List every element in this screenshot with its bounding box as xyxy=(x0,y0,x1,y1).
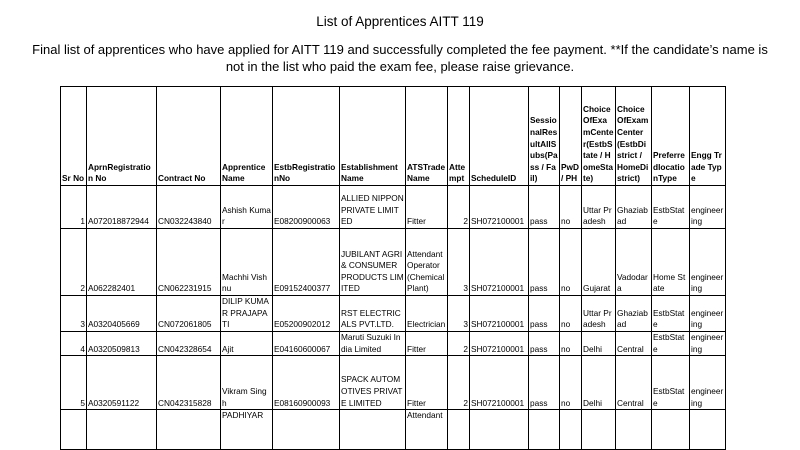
table-cell: 5 xyxy=(61,356,87,410)
table-cell: Central xyxy=(616,332,652,356)
table-cell xyxy=(273,410,340,450)
table-cell: PADHIYAR xyxy=(221,410,273,450)
col-header: EstbRegistratio nNo xyxy=(273,87,340,186)
table-cell: no xyxy=(560,186,582,229)
table-cell: A072018872944 xyxy=(87,186,157,229)
col-header: Contract No xyxy=(157,87,221,186)
table-cell: no xyxy=(560,332,582,356)
table-cell: EstbState xyxy=(652,296,690,332)
col-header: ATSTrade Name xyxy=(406,87,448,186)
table-cell: no xyxy=(560,296,582,332)
table-cell: EstbState xyxy=(652,332,690,356)
table-cell: Vadodara xyxy=(616,229,652,296)
table-cell: E08200900063 xyxy=(273,186,340,229)
table-cell: EstbState xyxy=(652,186,690,229)
table-cell xyxy=(470,410,529,450)
table-cell: Ghaziabad xyxy=(616,186,652,229)
table-cell xyxy=(690,410,726,450)
table-cell: SH072100001 xyxy=(470,332,529,356)
table-cell: engineering xyxy=(690,332,726,356)
col-header: SessionalResultAllSubs(Pass / Fail) xyxy=(529,87,560,186)
table-cell: engineering xyxy=(690,356,726,410)
col-header: Engg Trade Type xyxy=(690,87,726,186)
table-cell: E05200902012 xyxy=(273,296,340,332)
col-header: Sr No xyxy=(61,87,87,186)
table-cell: Electrician xyxy=(406,296,448,332)
table-cell: Delhi xyxy=(582,356,616,410)
table-cell: pass xyxy=(529,296,560,332)
col-header: ChoiceOfExamCenter(EstbDistrict / HomeDistrict) xyxy=(616,87,652,186)
table-cell: 2 xyxy=(448,332,470,356)
table-cell xyxy=(340,410,406,450)
col-header: Apprentice Name xyxy=(221,87,273,186)
table-cell xyxy=(582,410,616,450)
table-cell: SH072100001 xyxy=(470,356,529,410)
table-cell: pass xyxy=(529,356,560,410)
table-cell: SH072100001 xyxy=(470,186,529,229)
table-cell: Central xyxy=(616,356,652,410)
table-cell: CN062231915 xyxy=(157,229,221,296)
table-cell: 2 xyxy=(61,229,87,296)
col-header: PreferredlocationType xyxy=(652,87,690,186)
document-subtitle xyxy=(20,41,780,75)
table-cell xyxy=(616,410,652,450)
table-cell: Ajit xyxy=(221,332,273,356)
table-cell: CN042328654 xyxy=(157,332,221,356)
table-cell: Fitter xyxy=(406,332,448,356)
table-header-row xyxy=(61,87,726,186)
col-header: AprnRegistration No xyxy=(87,87,157,186)
table-cell: engineering xyxy=(690,186,726,229)
document-title: List of Apprentices AITT 119 xyxy=(316,14,484,29)
col-header: Establishment Name xyxy=(340,87,406,186)
table-cell: Fitter xyxy=(406,186,448,229)
table-cell xyxy=(87,410,157,450)
table-cell: no xyxy=(560,356,582,410)
table-cell xyxy=(157,410,221,450)
table-cell: Attendant Operator (Chemical Plant) xyxy=(406,229,448,296)
table-cell: RST ELECTRICALS PVT.LTD. xyxy=(340,296,406,332)
subtitle-line-1: Final list of apprentices who have applied for AITT 119 and successfully completed the fee payment. **If the candidate’s name is xyxy=(32,42,768,57)
table-cell: 3 xyxy=(61,296,87,332)
table-row xyxy=(61,296,726,332)
table-row xyxy=(61,186,726,229)
col-header: ChoiceOfExamCenter(EstbState / HomeState) xyxy=(582,87,616,186)
table-cell: DILIP KUMAR PRAJAPATI xyxy=(221,296,273,332)
table-cell: CN032243840 xyxy=(157,186,221,229)
table-cell: E09152400377 xyxy=(273,229,340,296)
table-cell: SPACK AUTOMOTIVES PRIVATE LIMITED xyxy=(340,356,406,410)
table-cell: A0320591122 xyxy=(87,356,157,410)
table-cell: CN042315828 xyxy=(157,356,221,410)
table-cell: CN072061805 xyxy=(157,296,221,332)
table-row xyxy=(61,410,726,450)
table-cell: pass xyxy=(529,332,560,356)
table-cell xyxy=(61,410,87,450)
table-cell xyxy=(560,410,582,450)
table-cell xyxy=(529,410,560,450)
table-row xyxy=(61,332,726,356)
table-cell: Uttar Pradesh xyxy=(582,186,616,229)
col-header: PwD / PH xyxy=(560,87,582,186)
table-cell: Gujarat xyxy=(582,229,616,296)
table-cell: EstbState xyxy=(652,356,690,410)
apprentice-table xyxy=(60,86,726,450)
table-cell: Machhi Vishnu xyxy=(221,229,273,296)
table-cell: E04160600067 xyxy=(273,332,340,356)
table-cell: Home State xyxy=(652,229,690,296)
table-cell: Delhi xyxy=(582,332,616,356)
table-cell: pass xyxy=(529,229,560,296)
table-row xyxy=(61,356,726,410)
table-cell: SH072100001 xyxy=(470,229,529,296)
table-cell: A062282401 xyxy=(87,229,157,296)
table-cell: A0320509813 xyxy=(87,332,157,356)
table-cell: SH072100001 xyxy=(470,296,529,332)
table-cell: E08160900093 xyxy=(273,356,340,410)
table-cell: Attendant xyxy=(406,410,448,450)
table-cell: Maruti Suzuki India Limited xyxy=(340,332,406,356)
table-cell: pass xyxy=(529,186,560,229)
table-cell: Ghaziabad xyxy=(616,296,652,332)
table-cell: Uttar Pradesh xyxy=(582,296,616,332)
table-cell: Ashish Kumar xyxy=(221,186,273,229)
col-header: Atte mpt xyxy=(448,87,470,186)
table-cell: 3 xyxy=(448,229,470,296)
table-cell: 2 xyxy=(448,186,470,229)
table-cell: 2 xyxy=(448,356,470,410)
subtitle-line-2: not in the list who paid the exam fee, please raise grievance. xyxy=(225,59,575,74)
table-cell: JUBILANT AGRI & CONSUMER PRODUCTS LIMITED xyxy=(340,229,406,296)
table-cell: ALLIED NIPPON PRIVATE LIMITED xyxy=(340,186,406,229)
table-cell: 3 xyxy=(448,296,470,332)
table-cell: A0320405669 xyxy=(87,296,157,332)
table-cell: engineering xyxy=(690,296,726,332)
table-cell xyxy=(652,410,690,450)
table-cell xyxy=(448,410,470,450)
table-cell: engineering xyxy=(690,229,726,296)
table-cell: no xyxy=(560,229,582,296)
table-cell: Vikram Singh xyxy=(221,356,273,410)
table-cell: 1 xyxy=(61,186,87,229)
table-cell: 4 xyxy=(61,332,87,356)
table-cell: Fitter xyxy=(406,356,448,410)
table-row xyxy=(61,229,726,296)
col-header: ScheduleID xyxy=(470,87,529,186)
